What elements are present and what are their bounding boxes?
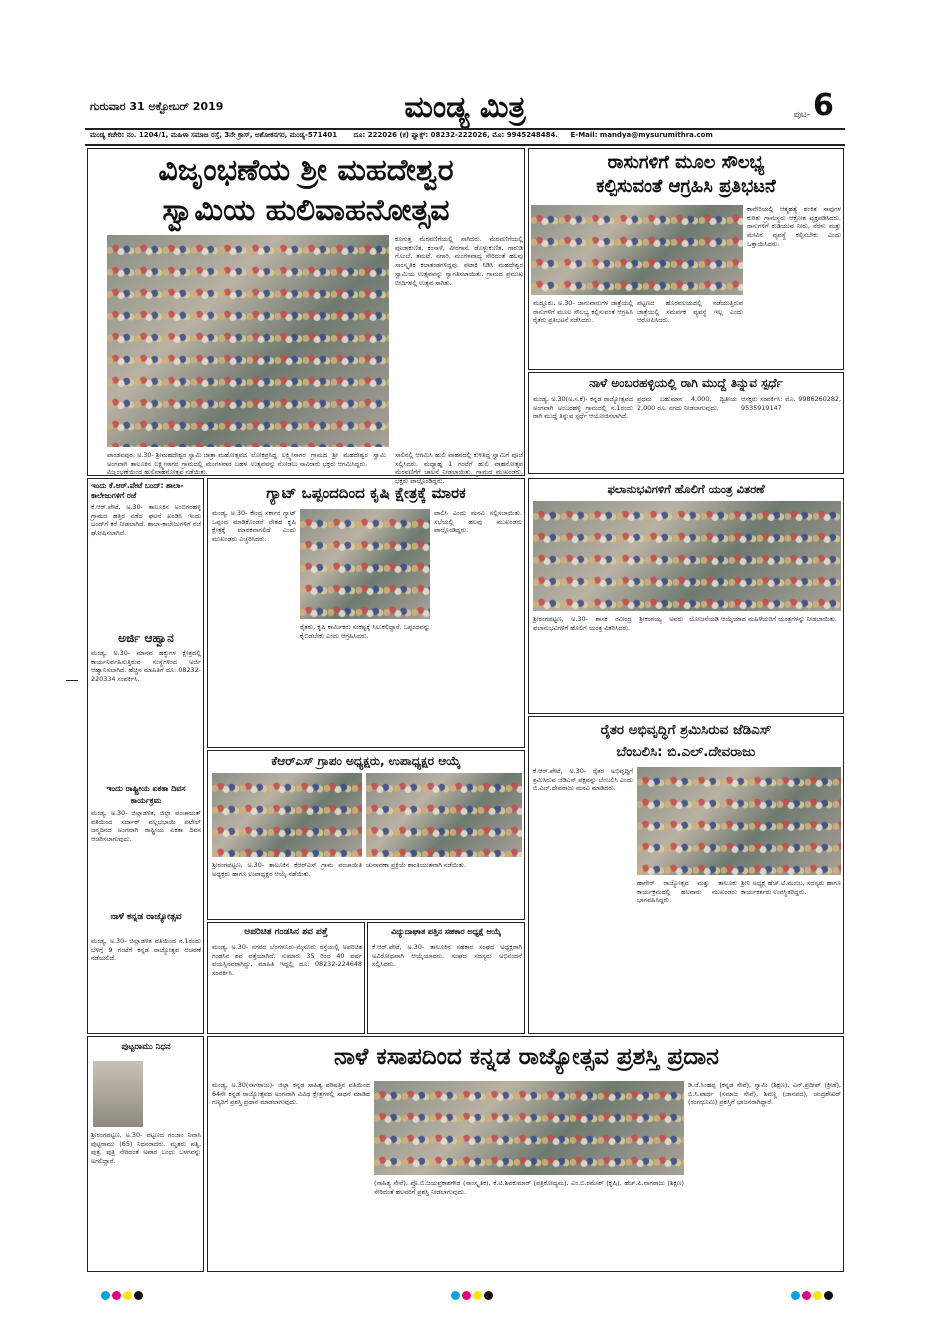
krs-body-col-2: ಚುನಾವಣಾ ಪ್ರಕ್ರಿಯೆ ಶಾಂತಿಯುತವಾಗಿ ನಡೆಯಿತು. — [366, 861, 467, 869]
crop-mark-left — [66, 680, 78, 681]
obituary-article — [87, 1036, 204, 1272]
award-body-col-1: ಮಂಡ್ಯ, ಅ.30(ನಾಗರಾಜು)- ಜಿಲ್ಲಾ ಕನ್ನಡ ಸಾಹಿತ್ಯ ಪರಿಷತ್ತಿನ ವತಿಯಿಂದ 64ನೇ ಕನ್ನಡ ರಾಜ್ಯೋತ್ಸವದ ಅಂಗವಾಗಿ ವಿವಿಧ ಕ್ಷೇತ್ರಗಳಲ್ಲಿ ಸಾಧನೆ ಮಾಡಿದ ಗಣ್ಯರಿಗೆ ಪ್ರಶಸ್ತಿ ಪ್ರದಾನ ಮಾಡಲಾಗುವುದು. — [212, 1081, 370, 1107]
obituary-body: ಶ್ರೀರಂಗಪಟ್ಟಣ, ಅ.30- ಪಟ್ಟಣದ ಗಂಜಾಂ ನಿವಾಸಿ ಪುಟ್ಟರಾಮು (65) ನಿಧನರಾದರು. ಮೃತರು ಪತ್ನಿ, ಪುತ್ರ, ಪುತ್ರಿ ಸೇರಿದಂತೆ ಅಪಾರ ಬಂಧು ಬಳಗವನ್ನು ಅಗಲಿದ್ದಾರೆ. — [91, 1131, 201, 1166]
protest-body-col-3: ಪಟ್ಟಣದ ಹೊರವಲಯದಲ್ಲಿ ನಡೆಯುತ್ತಿರುವ ಜಾತ್ರೆಯಲ್ಲಿ ಸಮರ್ಪಕ ವ್ಯವಸ್ಥೆ ಇಲ್ಲ ಎಂದು ಆರೋಪಿಸಿದರು. — [637, 299, 743, 325]
tailor-article — [528, 478, 844, 714]
obituary-headline: ಪುಟ್ಟರಾಮು ನಿಧನ — [121, 1042, 171, 1052]
krs-body-col-1: ಶ್ರೀರಂಗಪಟ್ಟಣ, ಅ.30- ತಾಲೂಕಿನ ಕೆಆರ್‌ಎಸ್ ಗ್ರಾಮ ಪಂಚಾಯಿತಿ ಅಧ್ಯಕ್ಷರು ಹಾಗೂ ಉಪಾಧ್ಯಕ್ಷರ ಆಯ್ಕೆ ನಡೆಯಿತು. — [212, 861, 362, 878]
lead-body-col-3: ಲೋಕಪ್ರಸಿದ್ಧ ಲಕ್ಷ್ಮೀಸಾಗರ ಗ್ರಾಮದ ಶ್ರೀ ಮಹದೇಶ್ವರ ಸ್ವಾಮಿ ಉತ್ಸವವನ್ನು ನೋಡಲು ಸಾವಿರಾರು ಭಕ್ತರು ಆಗಮಿಸಿದ್ದರು. — [251, 451, 386, 468]
tailor-headline: ಫಲಾನುಭವಿಗಳಿಗೆ ಹೊಲಿಗೆ ಯಂತ್ರ ವಿತರಣೆ — [607, 482, 765, 496]
festival-crowd-photo — [107, 235, 389, 447]
ragi-body-col-2: ಪ್ರಥಮ ಬಹುಮಾನ 4,000, ದ್ವಿತೀಯ 2,000 ರೂ. ನಗದು ನೀಡಲಾಗುವುದು. — [637, 395, 737, 412]
krs-celebration-photo — [366, 773, 522, 857]
sidebar-unity-headline: ಇಂದು ರಾಷ್ಟ್ರೀಯ ಏಕತಾ ದಿವಸ ಕಾರ್ಯಕ್ರಮ — [106, 784, 186, 805]
award-article — [207, 1036, 844, 1272]
jds-headline-line-2: ಬೆಂಬಲಿಸಿ: ಬಿ.ಎಲ್.ದೇವರಾಜು — [616, 744, 756, 760]
jds-article — [528, 716, 844, 1034]
registration-marks-center — [450, 1285, 510, 1297]
left-sidebar — [87, 478, 204, 1034]
ragi-body-col-3: ಆಸಕ್ತರು ಸಂಪರ್ಕಿಸಿ: ಮೊ. 9986260282, 9535919147 — [741, 395, 841, 412]
award-press-meet-photo — [374, 1081, 684, 1175]
tailor-body-col-2: ಯೋಜನೆಯಡಿ ಆಯ್ಕೆಯಾದ ಮಹಿಳೆಯರಿಗೆ ಯಂತ್ರಗಳನ್ನು ನೀಡಲಾಯಿತು. — [689, 615, 837, 623]
cooperative-headline: ವಿದ್ಯುದಾಘಾತ ಪತ್ತಿನ ಸಹಕಾರ ಅಧ್ಯಕ್ಷೆ ಆಯ್ಕೆ — [391, 927, 501, 936]
reg-mark-cyan — [791, 1291, 800, 1300]
reg-mark-magenta — [112, 1291, 121, 1300]
page-number: 6 — [813, 88, 834, 123]
protest-photo — [531, 205, 743, 295]
protest-body-col-1: ಕಾವೇರಿಯಲ್ಲಿ ಆತ್ಮಹತ್ಯೆ ಶಂಕಿತ ಸಾವುಗಳ ಕುರಿತು ಗ್ರಾಮಸ್ಥರು ಆಕ್ರೋಶ ವ್ಯಕ್ತಪಡಿಸಿದರು. ರಾಸುಗಳಿಗೆ ಕುಡಿಯುವ ನೀರು, ನೆರಳು ಮತ್ತು ಮೇವಿನ ವ್ಯವಸ್ಥೆ ಕಲ್ಪಿಸಬೇಕು ಎಂದು ಒತ್ತಾಯಿಸಿದರು. — [747, 205, 841, 248]
cooperative-article — [367, 922, 525, 1034]
reg-mark-black — [134, 1291, 143, 1300]
office-phone: ದೂ: 222026 (ಕ) ಫ್ಯಾಕ್ಸ್: 08232-222026, ಮೊ: 9945248484. — [353, 131, 559, 139]
masthead-rule-bottom — [85, 144, 845, 146]
gatt-body-col-1: ಮಂಡ್ಯ, ಅ.30- ಕೇಂದ್ರ ಸರ್ಕಾರ ಗ್ಯಾಟ್ ಒಪ್ಪಂದ ಮಾಡಿಕೊಂಡರೆ ದೇಶದ ಕೃಷಿ ಕ್ಷೇತ್ರಕ್ಕೆ ಮಾರಕವಾಗಲಿದೆ ಎಂದು ಮುಖಂಡರು ಎಚ್ಚರಿಸಿದರು. — [212, 509, 296, 544]
sidebar-bandh-body: ಕೆ.ಆರ್.ಪೇಟೆ, ಅ.30- ತಾಲೂಕಿನ ಅಂಬಿಗರಹಳ್ಳಿ ಗ್ರಾಮದ ಹತ್ತಿರ ನಡೆದ ಘಟನೆ ಖಂಡಿಸಿ ಇಂದು ಬಂದ್‌ಗೆ ಕರೆ ನೀಡಲಾಗಿದೆ. ಶಾಲಾ-ಕಾಲೇಜುಗಳಿಗೆ ರಜೆ ಘೋಷಿಸಲಾಗಿದೆ. — [91, 503, 201, 538]
ragi-headline: ನಾಳೆ ಅಂಬರಹಳ್ಳಿಯಲ್ಲಿ ರಾಗಿ ಮುದ್ದೆ ತಿನ್ನುವ ಸ್ಪರ್ಧೆ — [589, 376, 783, 390]
lead-body-col-4: ಸಾಲಿನಲ್ಲಿ ಆಗಮಿಸಿ ಹುಲಿ ವಾಹನದಲ್ಲಿ ಕುಳಿತಿದ್ದ ಸ್ವಾಮಿಗೆ ಪೂಜೆ ಸಲ್ಲಿಸಿದರು. ಮಧ್ಯಾಹ್ನ 1 ಗಂಟೆಗೆ ಹುಲಿ ವಾಹನೋತ್ಸವ ಮೆರವಣಿಗೆಗೆ ಚಾಲನೆ ನೀಡಲಾಯಿತು. ಗ್ರಾಮದ ಮುಖಂಡರು, ಭಕ್ತರು ಪಾಲ್ಗೊಂಡಿದ್ದರು. — [395, 451, 523, 486]
reg-mark-magenta — [802, 1291, 811, 1300]
gatt-body-col-3: ಪಾಲಿಸಿ ಎಂದು ಮನವಿ ಸಲ್ಲಿಸಲಾಯಿತು. ಸಭೆಯಲ್ಲಿ ಹಲವು ಮುಖಂಡರು ಪಾಲ್ಗೊಂಡಿದ್ದರು. — [434, 509, 522, 535]
reg-mark-cyan — [451, 1291, 460, 1300]
cooperative-body: ಕೆ.ಆರ್.ಪೇಟೆ, ಅ.30- ತಾಲೂಕಿನ ಸಹಕಾರ ಸಂಘದ ಅಧ್ಯಕ್ಷರಾಗಿ ಅವಿರೋಧವಾಗಿ ಆಯ್ಕೆಯಾದರು. ಸಂಘದ ಸದಸ್ಯರು ಅಭಿನಂದನೆ ಸಲ್ಲಿಸಿದರು. — [372, 943, 522, 969]
jds-headline-line-1: ರೈತರ ಅಭಿವೃದ್ಧಿಗೆ ಶ್ರಮಿಸಿರುವ ಜೆಡಿಎಸ್ — [600, 722, 772, 738]
unknown-body-headline: ಅಪರಿಚಿತ ಗಂಡಸಿನ ಶವ ಪತ್ತೆ — [244, 927, 328, 937]
ragi-body-col-1: ಮಂಡ್ಯ, ಅ.30(ಅ.ಸ.ಕೆ)- ಕನ್ನಡ ರಾಜ್ಯೋತ್ಸವದ ಅಂಗವಾಗಿ ಅಂಬರಹಳ್ಳಿ ಗ್ರಾಮದಲ್ಲಿ ನ.1ರಂದು ರಾಗಿ ಮುದ್ದೆ ತಿನ್ನುವ ಸ್ಪರ್ಧೆ ಆಯೋಜಿಸಲಾಗಿದೆ. — [533, 395, 633, 421]
lead-headline-line-2: ಸ್ವಾಮಿಯ ಹುಲಿವಾಹನೋತ್ಸವ — [162, 193, 450, 228]
issue-date: ಗುರುವಾರ 31 ಅಕ್ಟೋಬರ್ 2019 — [90, 100, 224, 113]
krs-article — [207, 750, 525, 920]
krs-headline: ಕೆಆರ್‌ಎಸ್ ಗ್ರಾಪಂ ಅಧ್ಯಕ್ಷರು, ಉಪಾಧ್ಯಕ್ಷರ ಆಯ್ಕೆ — [271, 754, 461, 768]
newspaper-title: ಮಂಡ್ಯ ಮಿತ್ರ — [404, 90, 526, 125]
protest-headline-line-2: ಕಲ್ಪಿಸುವಂತೆ ಆಗ್ರಹಿಸಿ ಪ್ರತಿಭಟನೆ — [596, 176, 776, 197]
protest-headline-line-1: ರಾಸುಗಳಿಗೆ ಮೂಲ ಸೌಲಭ್ಯ — [607, 152, 765, 173]
lead-headline-line-1: ವಿಜೃಂಭಣೆಯ ಶ್ರೀ ಮಹದೇಶ್ವರ — [158, 153, 454, 188]
lead-body-col-1: ಕೂಗುತ್ತ ಮೆರವಣಿಗೆಯಲ್ಲಿ ಸಾಗಿದರು. ಮೆರವಣಿಗೆಯಲ್ಲಿ ಪೂಜಾಕುಣಿತ, ಕಂಸಾಳೆ, ವೀರಗಾಸೆ, ಡೊಳ್ಳುಕುಣಿತ, ಗಾರುಡಿ ಗೊಂಬೆ, ತಮಟೆ, ನಗಾರಿ, ಮಂಗಳವಾದ್ಯ ಸೇರಿದಂತೆ ಹಲವು ಸಾಂಸ್ಕೃತಿಕ ಕಲಾತಂಡಗಳಿದ್ದವು. ಪಟಾಕಿ ಸಿಡಿಸಿ ಮಹದೇಶ್ವರ ಸ್ವಾಮಿಯ ಉತ್ಸವವನ್ನು ಸ್ವಾಗತಿಸಲಾಯಿತು. ಗ್ರಾಮದ ಪ್ರಮುಖ ಬೀದಿಗಳಲ್ಲಿ ಉತ್ಸವ ಸಾಗಿತು. — [395, 235, 523, 287]
page-label: ಪುಟ- — [793, 110, 810, 120]
sidebar-rajyotsava-body: ಮಂಡ್ಯ, ಅ.30- ಜಿಲ್ಲಾಡಳಿತ ವತಿಯಿಂದ ನ.1ರಂದು ಬೆಳಿಗ್ಗೆ 9 ಗಂಟೆಗೆ ಕನ್ನಡ ರಾಜ್ಯೋತ್ಸವ ಆಚರಣೆ ನಡೆಯಲಿದೆ. — [91, 937, 201, 963]
office-address: ಮಂಡ್ಯ ಕಚೇರಿ: ನಂ. 1204/1, ಮಹಿಳಾ ಸಮಾಜ ರಸ್ತೆ, 3ನೇ ಕ್ರಾಸ್, ಅಶೋಕನಗರ, ಮಂಡ್ಯ-571401 — [90, 131, 338, 139]
obituary-portrait-photo — [93, 1061, 143, 1127]
award-body-col-2: (ಸಾಹಿತ್ಯ ಸೇವೆ), ಪ್ರೊ.ಬಿ.ಜಯಪ್ರಕಾಶಗೌಡ (ಸಾಂಸ್ಕೃತಿಕ), ಕೆ.ಟಿ.ಶಿವಕುಮಾರ್ (ಪತ್ರಿಕೋದ್ಯಮ), ಎಂ.ಬಿ.ರಮೇಶ್ (ಕೃಷಿ), ಹೆಚ್.ಪಿ.ನಾಗರಾಜು (ಶಿಕ್ಷಣ) ಸೇರಿದಂತೆ ಹಲವರಿಗೆ ಪ್ರಶಸ್ತಿ ನೀಡಲಾಗುವುದು. — [374, 1179, 684, 1196]
masthead-rule-top — [85, 128, 845, 130]
reg-mark-black — [824, 1291, 833, 1300]
jds-body-col-2: ಹಾಗೇರ್ ರಾಜ್ಯೋತ್ಸವ ಮತ್ತು ತಾಲೂಕು ಕಾರ್ಯಕ್ರಮದಲ್ಲಿ ಹಲವಾರು ಮುಖಂಡರು ಭಾಗವಹಿಸಿದ್ದರು. — [637, 879, 737, 905]
sidebar-unity-body: ಮಂಡ್ಯ, ಅ.30- ಜಿಲ್ಲಾಡಳಿತ, ಜಿಲ್ಲಾ ಪಂಚಾಯತ್ ವತಿಯಿಂದ ಸರ್ದಾರ್ ವಲ್ಲಭಭಾಯಿ ಪಟೇಲ್ ಜನ್ಮದಿನದ ಅಂಗವಾಗಿ ರಾಷ್ಟ್ರೀಯ ಏಕತಾ ದಿವಸ ಆಚರಿಸಲಾಗುವುದು. — [91, 809, 201, 844]
registration-marks-left — [100, 1285, 160, 1297]
tailor-distribution-photo — [533, 501, 841, 611]
lead-body-col-2: ಪಾಂಡವಪುರ, ಅ.30- ಶ್ರೀಮಹದೇಶ್ವರ ಸ್ವಾಮಿ ಜಾತ್ರಾ ಮಹೋತ್ಸವದ ಅಂಗವಾಗಿ ತಾಲೂಕಿನ ಲಕ್ಷ್ಮೀಸಾಗರ ಗ್ರಾಮದಲ್ಲಿ ಮಂಗಳವಾರ ಬಹಳ ವಿಜೃಂಭಣೆಯಿಂದ ಹುಲಿವಾಹನೋತ್ಸವ ನಡೆಯಿತು. — [107, 451, 247, 477]
gatt-meeting-photo — [300, 509, 430, 619]
unknown-body-text: ಮಂಡ್ಯ, ಅ.30- ನಗರದ ಬೆಂಗಳೂರು-ಮೈಸೂರು ರಸ್ತೆಯಲ್ಲಿ ಅಪರಿಚಿತ ಗಂಡಸಿನ ಶವ ಪತ್ತೆಯಾಗಿದೆ. ಸುಮಾರು 35 ರಿಂದ 40 ವರ್ಷ ವಯಸ್ಸಿನವರಾಗಿದ್ದು, ಮಾಹಿತಿ ಇದ್ದಲ್ಲಿ ದೂ: 08232-224648 ಸಂಪರ್ಕಿಸಿ. — [212, 943, 362, 978]
krs-office-bearers-photo — [212, 773, 362, 857]
sidebar-application-body: ಮಂಡ್ಯ, ಅ.30- ಮಾನವ ಹಕ್ಕುಗಳ ಕ್ಷೇತ್ರದಲ್ಲಿ ಕಾರ್ಯನಿರ್ವಹಿಸುತ್ತಿರುವ ಸಂಸ್ಥೆಗಳಿಂದ ಅರ್ಜಿ ಆಹ್ವಾನಿಸಲಾಗಿದೆ. ಹೆಚ್ಚಿನ ಮಾಹಿತಿಗೆ ದೂ: 08232-220334 ಸಂಪರ್ಕಿಸಿ. — [91, 649, 201, 684]
jds-body-col-1: ಕೆ.ಆರ್.ಪೇಟೆ, ಅ.30- ರೈತರ ಅಭಿವೃದ್ಧಿಗೆ ಶ್ರಮಿಸಿರುವ ಜೆಡಿಎಸ್ ಪಕ್ಷವನ್ನು ಬೆಂಬಲಿಸಿ ಎಂದು ಬಿ.ಎಲ್.ದೇವರಾಜು ಮನವಿ ಮಾಡಿದರು. — [533, 767, 633, 793]
gatt-headline: ಗ್ಯಾಟ್ ಒಪ್ಪಂದದಿಂದ ಕೃಷಿ ಕ್ಷೇತ್ರಕ್ಕೆ ಮಾರಕ — [266, 484, 466, 502]
registration-marks-right — [790, 1285, 850, 1297]
tailor-body-col-1: ಶ್ರೀರಂಗಪಟ್ಟಣ, ಅ.30- ಶಾಸಕ ರವೀಂದ್ರ ಶ್ರೀಕಂಠಯ್ಯ ಅವರು ಫಲಾನುಭವಿಗಳಿಗೆ ಹೊಲಿಗೆ ಯಂತ್ರ ವಿತರಿಸಿದರು. — [533, 615, 683, 632]
masthead-address-line — [90, 131, 845, 144]
jds-body-col-3: ಶ್ರೀನಿ ಅಧ್ಯಕ್ಷ ಹೆಚ್.ಟಿ.ಮಂಜು, ಸದಸ್ಯರು ಹಾಗೂ ಕಾರ್ಯಕರ್ತರು ಉಪಸ್ಥಿತರಿದ್ದರು. — [741, 879, 841, 896]
masthead — [85, 90, 845, 150]
award-headline: ನಾಳೆ ಕಸಾಪದಿಂದ ಕನ್ನಡ ರಾಜ್ಯೋತ್ಸವ ಪ್ರಶಸ್ತಿ ಪ್ರದಾನ — [334, 1044, 719, 1070]
award-body-col-3: ಡಿ.ಜೆ.ಸಿಂಹಪ್ಪ (ಕನ್ನಡ ಸೇವೆ), ಸ್ವಾಮಿ (ಶಿಕ್ಷಣ), ಎನ್.ಪ್ರದೀಪ್ (ಕ್ರೀಡೆ), ಬಿ.ಸಿ.ಪಾರ್ಥ (ಸಮಾಜ ಸೇವೆ), ಶಿವಣ್ಣ (ಜಾನಪದ), ಚಂದ್ರಶೇಖರ್ (ರಂಗಭೂಮಿ) ಪ್ರಶಸ್ತಿಗೆ ಭಾಜನರಾಗಿದ್ದಾರೆ. — [688, 1081, 841, 1107]
office-email: E-Mail: mandya@mysurumithra.com — [570, 131, 713, 139]
reg-mark-cyan — [101, 1291, 110, 1300]
unknown-body-article — [207, 922, 365, 1034]
reg-mark-black — [484, 1291, 493, 1300]
sidebar-application-headline: ಅರ್ಜಿ ಆಹ್ವಾನ — [118, 631, 174, 645]
reg-mark-magenta — [462, 1291, 471, 1300]
gatt-article — [207, 478, 525, 748]
reg-mark-yellow — [473, 1291, 482, 1300]
reg-mark-yellow — [813, 1291, 822, 1300]
sidebar-bandh-headline: ಇಂದು ಕೆ.ಆರ್.ಪೇಟೆ ಬಂದ್: ಶಾಲಾ-ಕಾಲೇಜುಗಳಿಗೆ ರಜೆ — [91, 481, 184, 500]
protest-body-col-2: ಮದ್ದೂರು, ಅ.30- ಜಾನುವಾರುಗಳ ಜಾತ್ರೆಯಲ್ಲಿ ರಾಸುಗಳಿಗೆ ಮೂಲ ಸೌಲಭ್ಯ ಕಲ್ಪಿಸುವಂತೆ ಆಗ್ರಹಿಸಿ ರೈತರು ಪ್ರತಿಭಟನೆ ನಡೆಸಿದರು. — [533, 299, 633, 325]
protest-article — [528, 148, 844, 370]
jds-event-photo — [637, 767, 841, 875]
sidebar-rajyotsava-headline: ನಾಳೆ ಕನ್ನಡ ರಾಜ್ಯೋತ್ಸವ — [110, 912, 182, 922]
gatt-body-col-2: ರೈತರು, ಕೃಷಿ ಕಾರ್ಮಿಕರು ಸಂಕಷ್ಟಕ್ಕೆ ಸಿಲುಕಲಿದ್ದಾರೆ. ಒಪ್ಪಂದವನ್ನು ಕೈಬಿಡಬೇಕು ಎಂದು ಆಗ್ರಹಿಸಿದರು. — [300, 623, 430, 640]
reg-mark-yellow — [123, 1291, 132, 1300]
lead-article — [87, 148, 525, 486]
ragi-article — [528, 372, 844, 474]
